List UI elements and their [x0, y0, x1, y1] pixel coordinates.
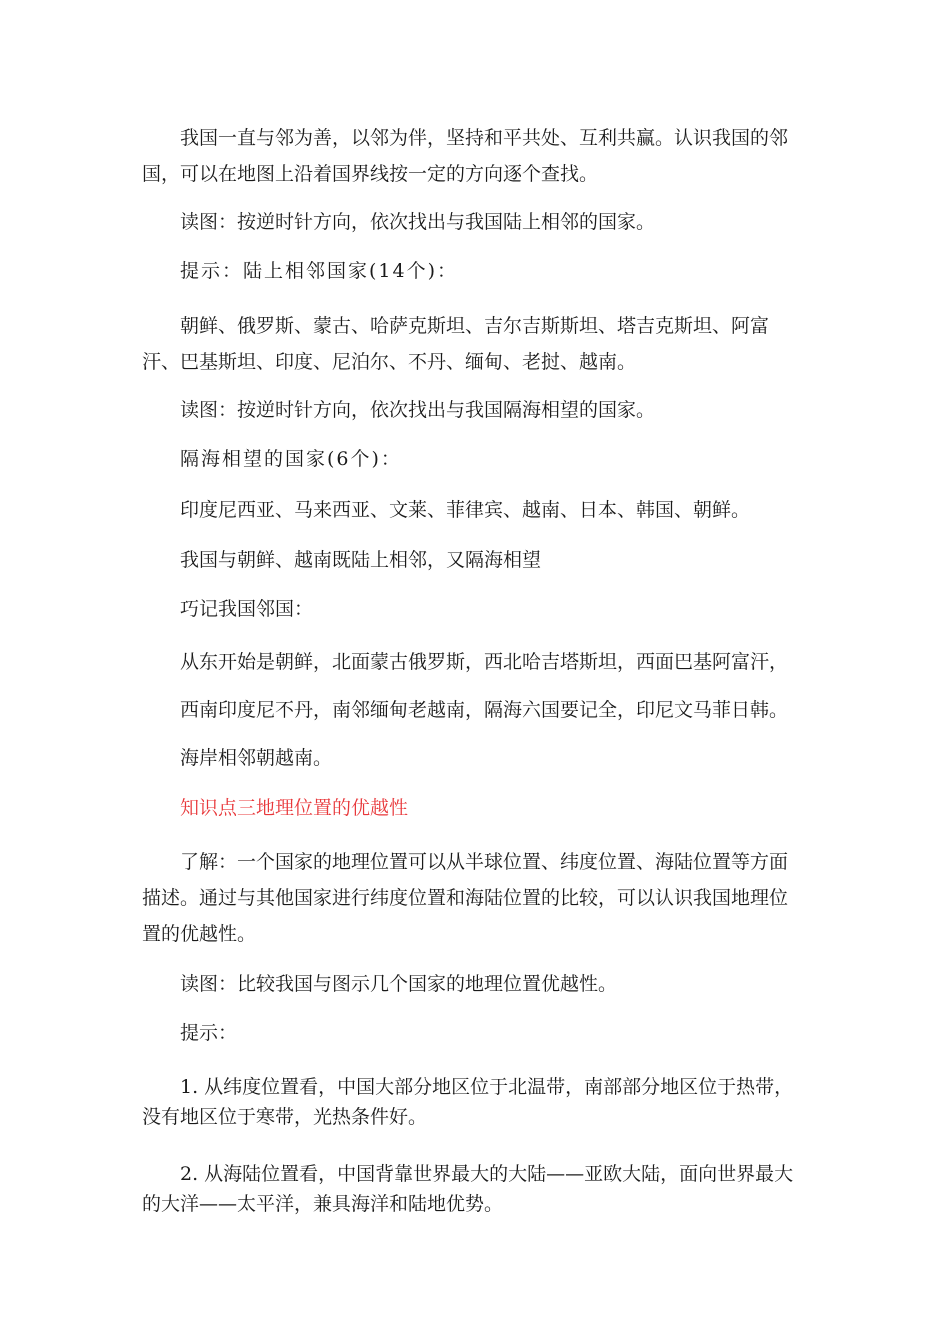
read-map-compare: 读图：比较我国与图示几个国家的地理位置优越性。 — [180, 973, 618, 995]
mnemonic-line2: 西南印度尼不丹，南邻缅甸老越南，隔海六国要记全，印尼文马菲日韩。 — [180, 699, 789, 721]
read-map-land: 读图：按逆时针方向，依次找出与我国陆上相邻的国家。 — [180, 211, 656, 233]
land-countries-line2: 汗、巴基斯坦、印度、尼泊尔、不丹、缅甸、老挝、越南。 — [142, 351, 637, 373]
mnemonic-line3: 海岸相邻朝越南。 — [180, 747, 333, 769]
hint-label: 提示： — [180, 1022, 238, 1044]
understand-line3: 置的优越性。 — [142, 923, 257, 945]
read-map-sea: 读图：按逆时针方向，依次找出与我国隔海相望的国家。 — [180, 399, 656, 421]
intro-paragraph-line1: 我国一直与邻为善，以邻为伴，坚持和平共处、互利共赢。认识我国的邻 — [180, 127, 789, 149]
sea-countries: 印度尼西亚、马来西亚、文莱、菲律宾、越南、日本、韩国、朝鲜。 — [180, 499, 751, 521]
point1-line1: 1. 从纬度位置看，中国大部分地区位于北温带，南部部分地区位于热带， — [180, 1076, 794, 1098]
intro-paragraph-line2: 国，可以在地图上沿着国界线按一定的方向逐个查找。 — [142, 163, 599, 185]
understand-line2: 描述。通过与其他国家进行纬度位置和海陆位置的比较，可以认识我国地理位 — [142, 887, 789, 909]
mnemonic-line1: 从东开始是朝鲜，北面蒙古俄罗斯，西北哈吉塔斯坦，西面巴基阿富汗， — [180, 651, 789, 673]
point2-line2: 的大洋——太平洋，兼具海洋和陆地优势。 — [142, 1193, 504, 1215]
point2-line1: 2. 从海陆位置看，中国背靠世界最大的大陆——亚欧大陆，面向世界最大 — [180, 1163, 794, 1185]
point1-line2: 没有地区位于寒带，光热条件好。 — [142, 1106, 428, 1128]
sea-heading: 隔海相望的国家(6个)： — [180, 448, 402, 470]
mnemonic-title: 巧记我国邻国： — [180, 598, 314, 620]
understand-line1: 了解：一个国家的地理位置可以从半球位置、纬度位置、海陆位置等方面 — [180, 851, 789, 873]
hint-land: 提示：陆上相邻国家(14个)： — [180, 260, 459, 282]
land-countries-line1: 朝鲜、俄罗斯、蒙古、哈萨克斯坦、吉尔吉斯斯坦、塔吉克斯坦、阿富 — [180, 315, 770, 337]
both-note: 我国与朝鲜、越南既陆上相邻，又隔海相望 — [180, 549, 542, 571]
section-title: 知识点三地理位置的优越性 — [180, 797, 409, 819]
